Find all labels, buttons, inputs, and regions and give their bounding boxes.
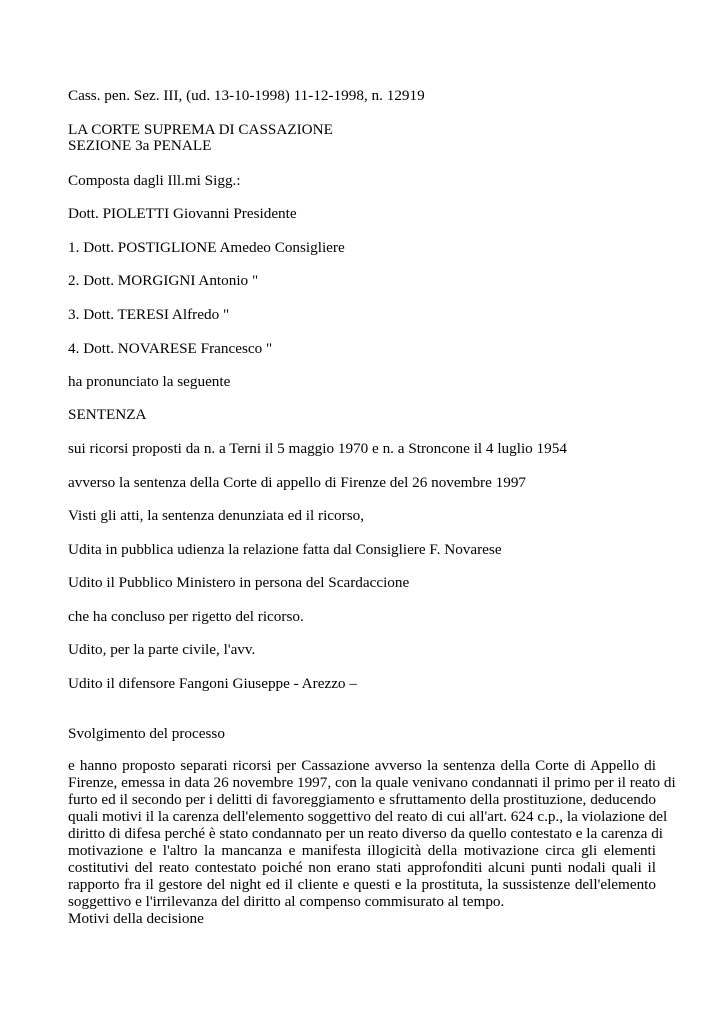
process-paragraph-line: soggettivo e l'irrilevanza del diritto al compenso commisurato al tempo. — [68, 893, 505, 910]
preamble-defender: Udito il difensore Fangoni Giuseppe - Arezzo – — [68, 675, 357, 692]
court-name: LA CORTE SUPREMA DI CASSAZIONE — [68, 121, 333, 138]
composition-intro: Composta dagli Ill.mi Sigg.: — [68, 172, 241, 189]
process-paragraph-line: costitutivi del reato contestato poiché non erano stati approfonditi alcuni punti nodali quali il — [68, 859, 656, 876]
preamble-hearing: Udita in pubblica udienza la relazione fatta dal Consigliere F. Novarese — [68, 541, 502, 558]
citation-line: Cass. pen. Sez. III, (ud. 13-10-1998) 11-12-1998, n. 12919 — [68, 87, 425, 104]
judge-1: 1. Dott. POSTIGLIONE Amedeo Consigliere — [68, 239, 345, 256]
process-paragraph-line: rapporto fra il gestore del night ed il cliente e questi e la prostituta, la sussistenze dell'elemento — [68, 876, 656, 893]
preamble-appealed-sentence: avverso la sentenza della Corte di appello di Firenze del 26 novembre 1997 — [68, 474, 527, 491]
process-paragraph-line: Firenze, emessa in data 26 novembre 1997, con la quale venivano condannati il primo per il reato di — [68, 774, 676, 791]
preamble-civil-party: Udito, per la parte civile, l'avv. — [68, 641, 256, 658]
pronounced-line: ha pronunciato la seguente — [68, 373, 231, 390]
court-section: SEZIONE 3a PENALE — [68, 137, 212, 154]
sentence-heading: SENTENZA — [68, 406, 147, 423]
process-heading: Svolgimento del processo — [68, 725, 225, 742]
preamble-conclusion: che ha concluso per rigetto del ricorso. — [68, 608, 304, 625]
preamble-appellants: sui ricorsi proposti da n. a Terni il 5 maggio 1970 e n. a Stroncone il 4 luglio 1954 — [68, 440, 567, 457]
process-paragraph-line: furto ed il secondo per i delitti di favoreggiamento e sfruttamento della prostituzione, deducendo — [68, 791, 656, 808]
process-paragraph-line: e hanno proposto separati ricorsi per Cassazione avverso la sentenza della Corte di Appello di — [68, 757, 656, 774]
process-paragraph-line: diritto di difesa perché è stato condannato per un reato diverso da quello contestato e la carenza di — [68, 825, 664, 842]
process-paragraph-line: quali motivi il la carenza dell'elemento soggettivo del reato di cui all'art. 624 c.p., la violazione del — [68, 808, 668, 825]
decision-heading: Motivi della decisione — [68, 910, 204, 927]
judge-3: 3. Dott. TERESI Alfredo " — [68, 306, 230, 323]
preamble-acts-seen: Visti gli atti, la sentenza denunziata ed il ricorso, — [68, 507, 364, 524]
judge-4: 4. Dott. NOVARESE Francesco " — [68, 340, 273, 357]
process-paragraph — [68, 757, 676, 910]
preamble-prosecutor: Udito il Pubblico Ministero in persona del Scardaccione — [68, 574, 410, 591]
judge-president: Dott. PIOLETTI Giovanni Presidente — [68, 205, 297, 222]
judge-2: 2. Dott. MORGIGNI Antonio " — [68, 272, 259, 289]
process-paragraph-line: motivazione e l'altro la mancanza e manifesta illogicità della motivazione circa gli elementi — [68, 842, 656, 859]
